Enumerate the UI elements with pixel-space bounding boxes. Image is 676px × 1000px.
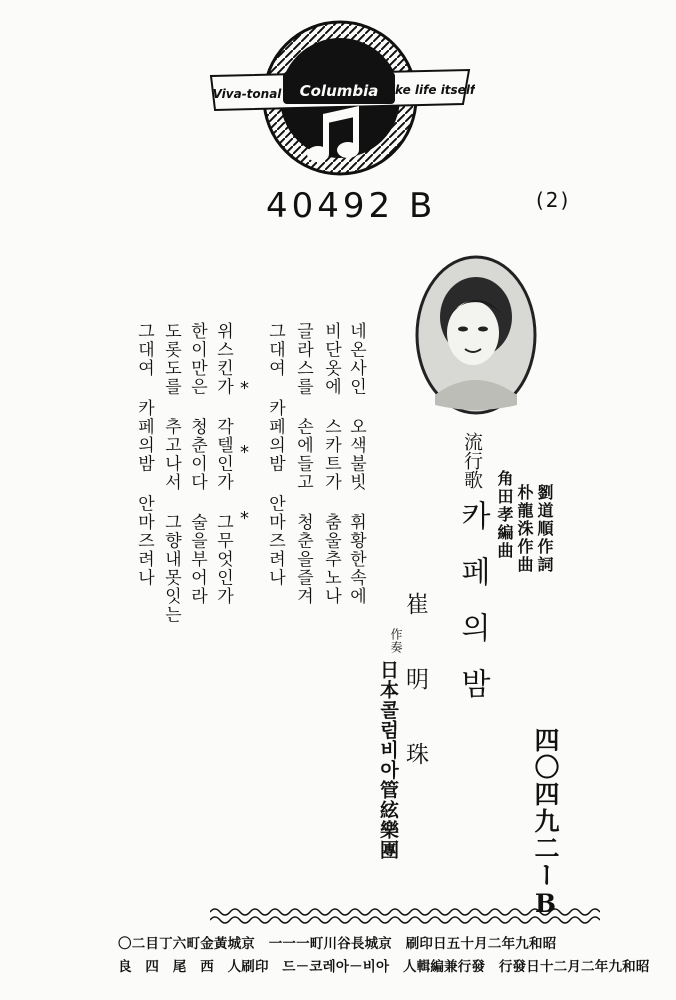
singer-portrait xyxy=(415,255,537,415)
logo-right-text: like life itself xyxy=(386,83,475,97)
lyric-line: 한이만은 청춘이다 술을부어라 xyxy=(187,322,207,606)
ensemble-name: 日本콜럼비아管絃樂團 xyxy=(377,660,399,860)
verse-separator: * xyxy=(240,508,249,529)
genre-label: 流行歌 xyxy=(461,432,483,489)
composer-credit: 朴龍洙作曲 xyxy=(515,484,534,574)
lyricist-credit: 劉道順作詞 xyxy=(535,484,554,574)
logo-left-text: Viva-tonal xyxy=(212,87,282,101)
lyric-line: 네온사인 오색불빗 휘황한속에 xyxy=(346,322,366,606)
lyric-line: 위스킨가 각텔인가 그무엇인가 xyxy=(213,322,233,606)
footer-print-info: 〇二目丁六町金黃城京 一一一町川谷長城京 刷印日五十月二年九和昭 xyxy=(118,936,557,952)
page-number: (2) xyxy=(536,188,571,212)
verse-separator: * xyxy=(240,378,249,399)
song-title: 카페의밤 xyxy=(455,500,490,724)
verse-separator: * xyxy=(240,442,249,463)
record-number: 40492 B xyxy=(266,186,437,226)
lyric-line: 그대여 카페의밤 안마즈려나 xyxy=(134,322,154,587)
footer-publish-info: 良 四 尾 西 人刷印 드－코레아－비아 人輯編兼行發 行發日十二月二年九和昭 xyxy=(118,959,650,975)
arranger-credit: 角田孝編曲 xyxy=(495,470,514,560)
ensemble-label: 作奏 xyxy=(389,628,403,654)
columbia-logo xyxy=(205,18,475,183)
logo-brand: Columbia xyxy=(299,82,379,100)
lyric-line: 도롯도를 추고나서 그향내못잇는 xyxy=(161,322,181,624)
footer-divider xyxy=(210,904,600,926)
lyric-line: 그대여 카페의밤 안마즈려나 xyxy=(265,322,285,587)
lyric-line: 비단옷에 스카트가 춤울추노나 xyxy=(321,322,341,606)
singer-name: 崔明珠 xyxy=(402,592,428,817)
catalog-number: 四〇四九二ーB xyxy=(531,727,560,920)
lyric-line: 글라스를 손에들고 청춘을즐겨 xyxy=(293,322,313,606)
